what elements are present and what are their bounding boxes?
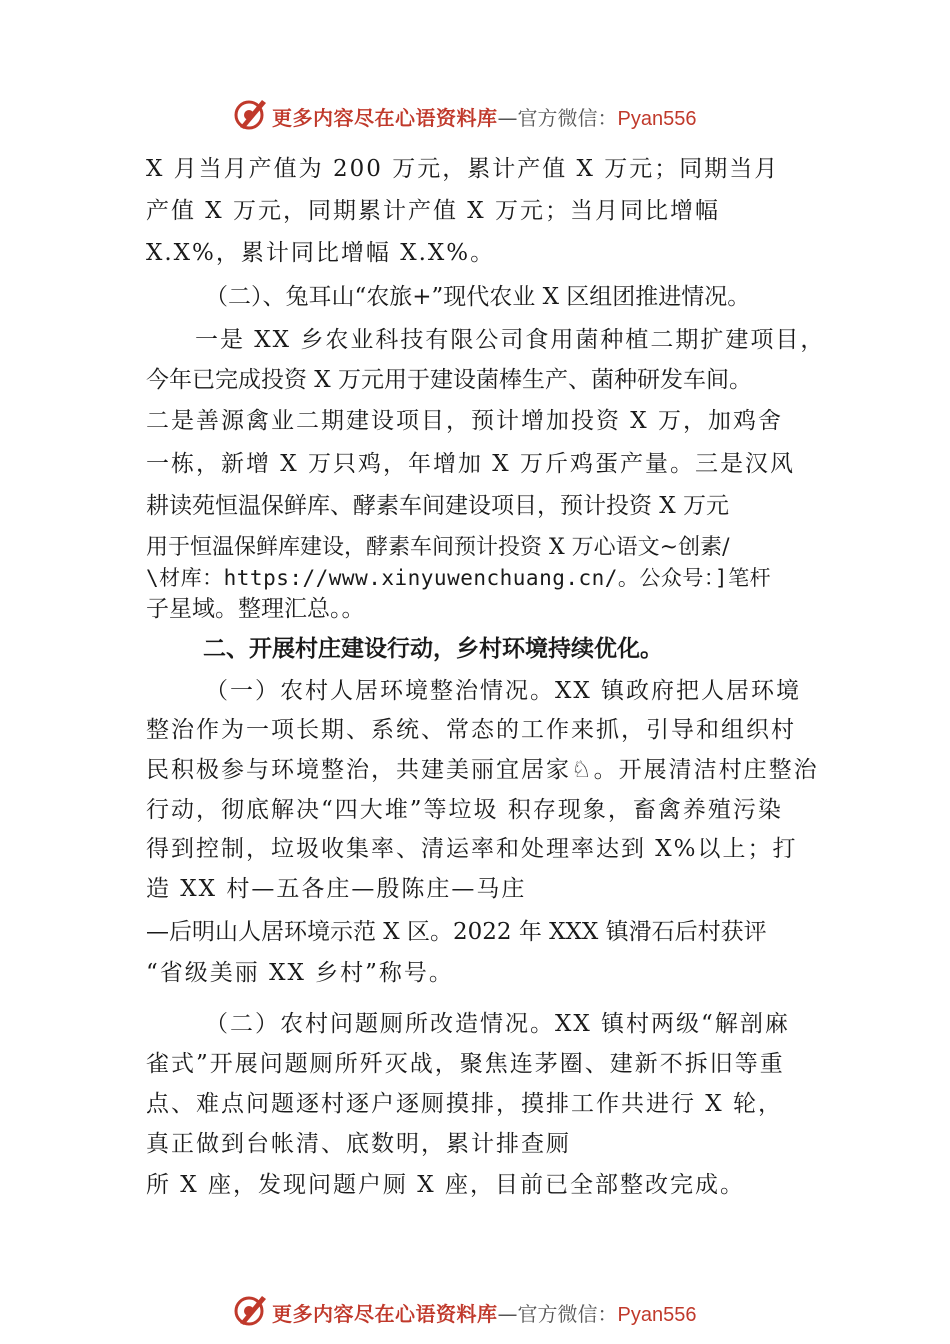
- text-line: 一是 XX 乡农业科技有限公司食用菌种植二期扩建项目，: [195, 327, 826, 353]
- text-line: 一栋，新增 X 万只鸡，年增加 X 万斤鸡蛋产量。三是汉风: [146, 451, 795, 477]
- text-line: \材库：https://www.xinyuwenchuang.cn/。公众号：]笔杆: [146, 566, 772, 590]
- text-line: “省级美丽 XX 乡村”称号。: [146, 960, 454, 986]
- banner-account-label: 官方微信：: [517, 1302, 618, 1326]
- text-line: （二）农村问题厕所改造情况。XX 镇村两级“解剖麻: [205, 1011, 790, 1037]
- quill-logo-icon: [232, 96, 270, 132]
- section-subheading: （二）、兔耳山“农旅+”现代农业 X 区组团推进情况。: [205, 284, 751, 310]
- text-line: —后明山人居环境示范 X 区。2022 年 XXX 镇滑石后村获评: [146, 919, 767, 945]
- text-line: 所 X 座，发现问题户厕 X 座，目前已全部整改完成。: [146, 1172, 745, 1198]
- banner-text: [272, 1298, 696, 1327]
- quill-logo-icon: [232, 1292, 270, 1328]
- section-heading: 二、开展村庄建设行动，乡村环境持续优化。: [203, 636, 663, 662]
- banner-brand: 更多内容尽在心语资料库: [272, 1302, 498, 1326]
- text-line: X.X%，累计同比增幅 X.X%。: [146, 240, 496, 266]
- text-line: 产值 X 万元，同期累计产值 X 万元；当月同比增幅: [146, 198, 720, 224]
- banner-brand: 更多内容尽在心语资料库: [272, 106, 498, 130]
- banner-account-label: 官方微信：: [517, 106, 618, 130]
- text-line: X 月当月产值为 200 万元，累计产值 X 万元；同期当月: [146, 156, 780, 182]
- text-line: 用于恒温保鲜库建设，酵素车间预计投资 X 万心语文~创素/: [146, 535, 730, 560]
- text-line: 二是善源禽业二期建设项目，预计增加投资 X 万，加鸡舍: [146, 408, 783, 434]
- text-line: 行动，彻底解决“四大堆”等垃圾 积存现象，畜禽养殖污染: [146, 797, 783, 823]
- text-line: 耕读苑恒温保鲜库、酵素车间建设项目，预计投资 X 万元: [146, 493, 729, 519]
- text-line: 得到控制，垃圾收集率、清运率和处理率达到 X%以上；打: [146, 836, 798, 862]
- text-line: 民积极参与环境整治，共建美丽宜居家♘。开展清洁村庄整治: [146, 757, 819, 783]
- banner-separator: —: [497, 1302, 518, 1326]
- footer-banner: [0, 1290, 950, 1330]
- banner-account-id: Pyan556: [617, 108, 697, 130]
- banner-separator: —: [497, 106, 518, 130]
- text-line: 雀式”开展问题厕所歼灭战，聚焦连茅圈、建新不拆旧等重: [146, 1051, 785, 1077]
- text-line: 造 XX 村—五各庄—殷陈庄—马庄: [146, 876, 527, 902]
- text-line: （一）农村人居环境整治情况。XX 镇政府把人居环境: [205, 678, 802, 704]
- banner-account-id: Pyan556: [617, 1304, 697, 1326]
- header-banner: [0, 94, 950, 134]
- banner-text: [272, 102, 696, 131]
- text-line: 点、难点问题逐村逐户逐厕摸排，摸排工作共进行 X 轮，: [146, 1091, 783, 1117]
- text-line: 今年已完成投资 X 万元用于建设菌棒生产、菌种研发车间。: [146, 367, 752, 393]
- text-line: 整治作为一项长期、系统、常态的工作来抓，引导和组织村: [146, 717, 796, 743]
- text-line: 子星域。整理汇总。。: [146, 596, 365, 622]
- text-line: 真正做到台帐清、底数明，累计排查厕: [146, 1131, 571, 1157]
